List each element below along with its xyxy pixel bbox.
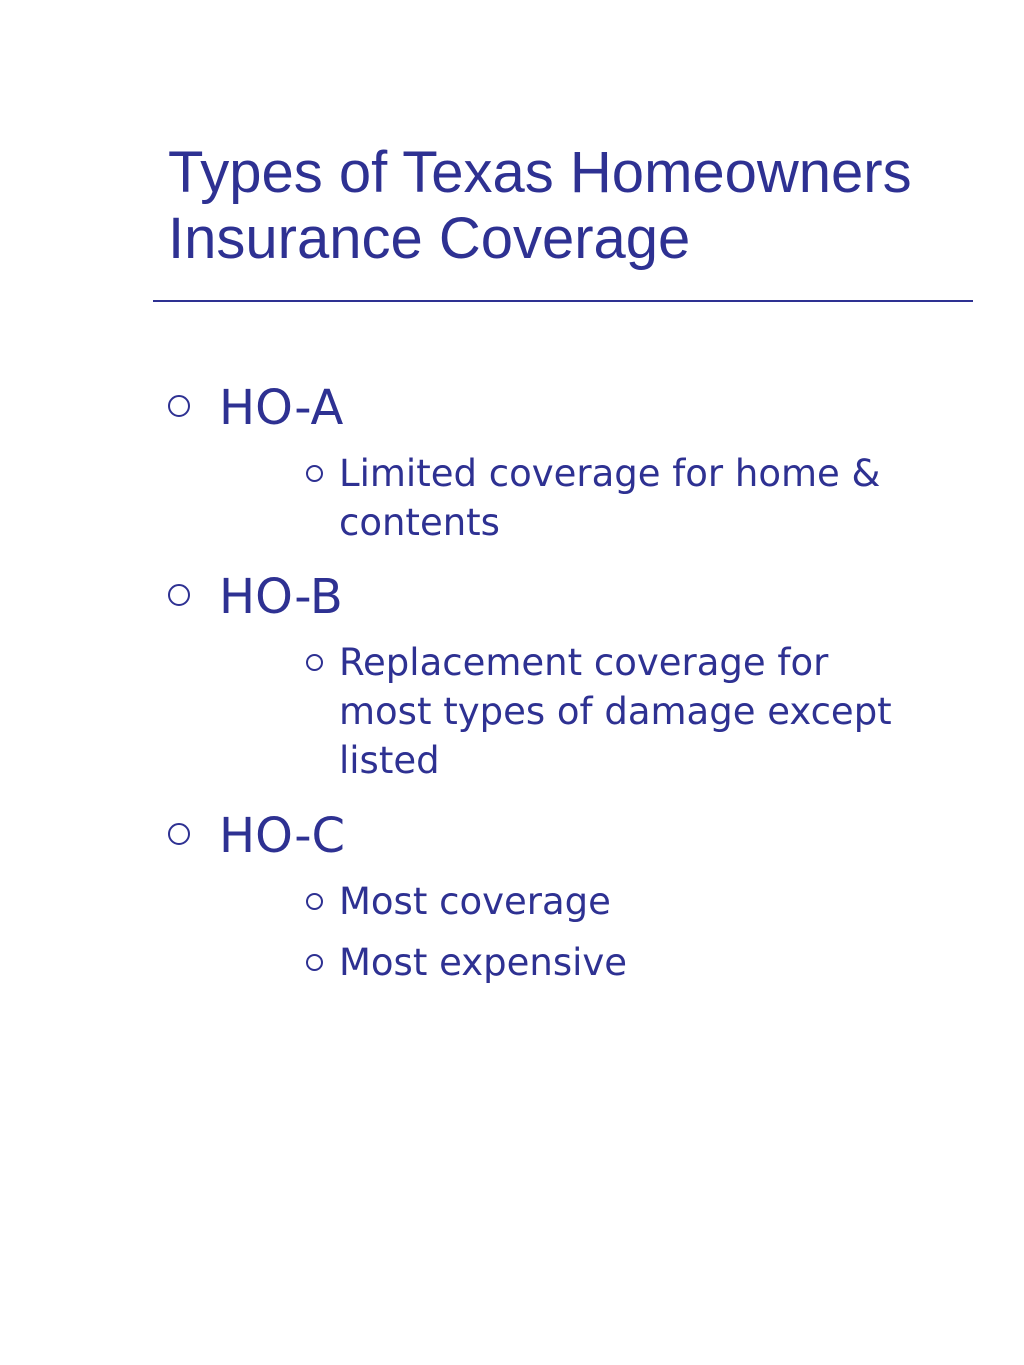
slide-title	[168, 140, 998, 272]
bullet-item-label: HO-A	[219, 380, 344, 436]
hollow-circle-bullet-icon	[168, 823, 190, 845]
hollow-circle-bullet-icon	[306, 465, 323, 482]
bullet-item-label: HO-C	[219, 808, 346, 864]
hollow-circle-bullet-icon	[168, 395, 190, 417]
sub-bullet-text: Limited coverage for home & contents	[339, 452, 881, 544]
slide-title-line-2: Insurance Coverage	[168, 206, 691, 271]
sub-bullet-text: Most coverage	[339, 880, 611, 923]
hollow-circle-bullet-icon	[306, 893, 323, 910]
title-divider	[153, 300, 973, 302]
bullet-item-label: HO-B	[219, 569, 343, 625]
hollow-circle-bullet-icon	[168, 584, 190, 606]
sub-bullet-text: Replacement coverage for most types of damage except listed	[339, 641, 892, 782]
slide-title-line-1: Types of Texas Homeowners	[168, 140, 912, 205]
hollow-circle-bullet-icon	[306, 954, 323, 971]
hollow-circle-bullet-icon	[306, 654, 323, 671]
sub-bullet-text: Most expensive	[339, 941, 628, 984]
